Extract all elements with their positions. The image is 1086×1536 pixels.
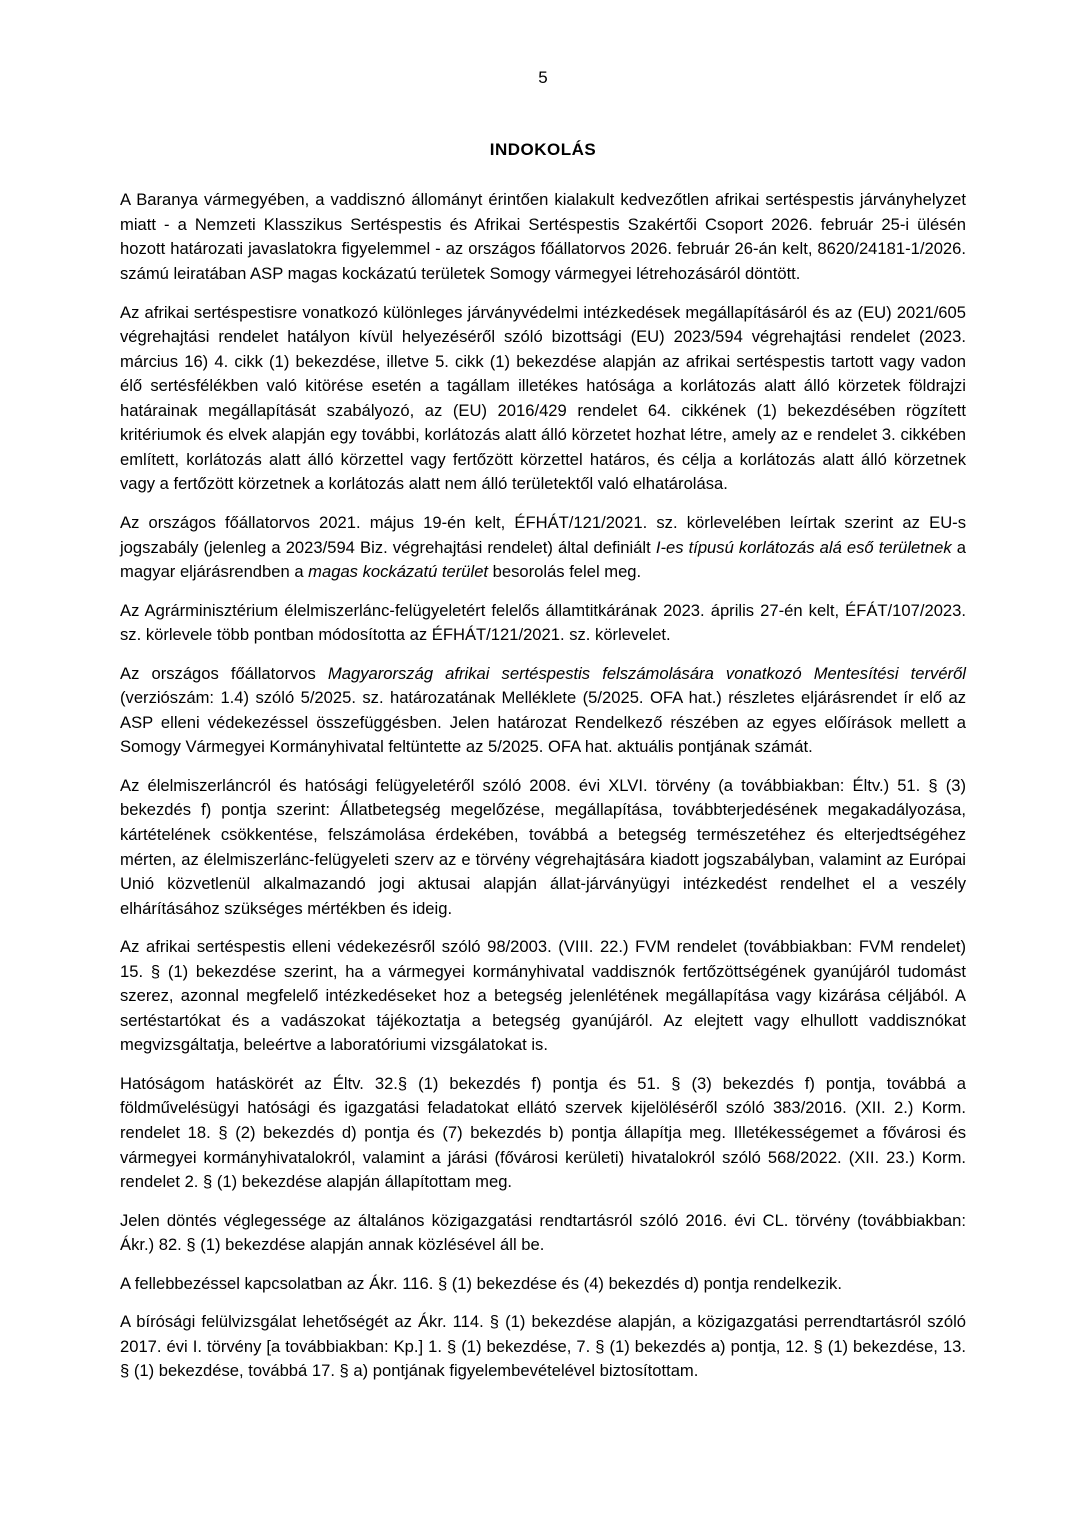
- text-run: a magyar eljárásrendben a: [120, 537, 966, 582]
- text-run: Az afrikai sertéspestis elleni védekezésről szóló 98/2003. (VIII. 22.) FVM rendelet (továbbiakban: FVM rendelet) 15. § (1) bekezdése szerint, ha a vármegyei kormányhivatal vaddisznók fertőzöttségének gyanújáról tudomást szerez, azonnal megfelelő intézkedéseket hoz a betegség jelenlétének megállapítása vagy kizárása céljából. A sertéstartókat és a vadászokat tájékoztatja a betegség gyanújáról. Az elejtett vagy elhullott vaddisznókat megvizsgáltatja, beleértve a laboratóriumi vizsgálatokat is.: [120, 937, 966, 1055]
- document-body: [120, 188, 966, 1384]
- paragraph: [120, 935, 966, 1058]
- text-run: besorolás felel meg.: [488, 562, 642, 582]
- text-run: Az afrikai sertéspestisre vonatkozó különleges járványvédelmi intézkedések megállapításáról és az (EU) 2021/605 végrehajtási rendelet hatályon kívül helyezéséről szóló bizottsági (EU) 2023/594 végrehajtási rendelet (2023. március 16) 4. cikk (1) bekezdése, illetve 5. cikk (1) bekezdése alapján az afrikai sertéspestis tartott vagy vadon élő sertésfélékben való kitörése esetén a tagállam illetékes hatósága a korlátozás alatt álló körzetek földrajzi határainak megállapítását szabályozó, az (EU) 2016/429 rendelet 64. cikkének (1) bekezdésében rögzített kritériumok és elvek alapján egy további, korlátozás alatt álló körzetet hozhat létre, amely az e rendelet 3. cikkében említett, korlátozás alatt álló körzettel vagy fertőzött körzettel határos, és célja a korlátozás alatt álló körzetnek vagy a fertőzött körzetnek a korlátozás alatt nem álló területektől való elhatárolása.: [120, 302, 966, 494]
- paragraph: [120, 188, 966, 286]
- text-run: Hatóságom hatáskörét az Éltv. 32.§ (1) bekezdés f) pontja és 51. § (3) bekezdés f) pontja, továbbá a földművelésügyi hatósági és igazgatási feladatokat ellátó szervek kijelöléséről szóló 383/2016. (XII. 2.) Korm. rendelet 18. § (2) bekezdés d) pontja és (7) bekezdés b) pontja állapítja meg. Illetékességemet a fővárosi és vármegyei kormányhivatalokról, valamint a járási (fővárosi kerületi) hivatalokról szóló 568/2022. (XII. 23.) Korm. rendelet 2. § (1) bekezdése alapján állapítottam meg.: [120, 1073, 966, 1192]
- text-run: Az Agrárminisztérium élelmiszerlánc-felügyeletért felelős államtitkárának 2023. április 27-én kelt, ÉFÁT/107/2023. sz. körlevele több pontban módosította az ÉFHÁT/121/2021. sz. körlevelet.: [120, 600, 966, 645]
- emphasis-text: Magyarország afrikai sertéspestis felszámolására vonatkozó Mentesítési tervéről: [327, 663, 966, 683]
- paragraph: [120, 1209, 966, 1258]
- paragraph: [120, 599, 966, 648]
- text-run: Jelen döntés véglegessége az általános közigazgatási rendtartásról szóló 2016. évi CL. törvény (továbbiakban: Ákr.) 82. § (1) bekezdése alapján annak közlésével áll be.: [120, 1210, 966, 1255]
- paragraph: [120, 511, 966, 585]
- page-number: 5: [538, 68, 548, 87]
- paragraph: [120, 301, 966, 497]
- emphasis-text: I-es típusú korlátozás alá eső területnek: [655, 537, 952, 557]
- text-run: (verziószám: 1.4) szóló 5/2025. sz. határozatának Melléklete (5/2025. OFA hat.) részletes eljárásrendet ír elő az ASP elleni védekezéssel összefüggésben. Jelen határozat Rendelkező részében az egyes előírások mellett a Somogy Vármegyei Kormányhivatal feltüntette az 5/2025. OFA hat. aktuális pontjának számát.: [120, 688, 966, 757]
- text-run: A Baranya vármegyében, a vaddisznó állományt érintően kialakult kedvezőtlen afrikai sertéspestis járványhelyzet miatt - a Nemzeti Klasszikus Sertéspestis és Afrikai Sertéspestis Szakértői Csoport 2026. február 25-i ülésén hozott határozati javaslatokra figyelemmel - az országos főállatorvos 2026. február 26-án kelt, 8620/24181-1/2026. számú leiratában ASP magas kockázatú területek Somogy vármegyei létrehozásáról döntött.: [120, 190, 966, 284]
- text-run: A fellebbezéssel kapcsolatban az Ákr. 116. § (1) bekezdése és (4) bekezdés d) pontja rendelkezik.: [120, 1273, 842, 1293]
- emphasis-text: magas kockázatú terület: [308, 562, 489, 582]
- paragraph: [120, 774, 966, 921]
- text-run: Az országos főállatorvos: [120, 663, 328, 683]
- text-run: A bírósági felülvizsgálat lehetőségét az Ákr. 114. § (1) bekezdése alapján, a közigazgatási perrendtartásról szóló 2017. évi I. törvény [a továbbiakban: Kp.] 1. § (1) bekezdése, 7. § (1) bekezdés a) pontja, 12. § (1) bekezdése, 13. § (1) bekezdése, továbbá 17. § a) pontjának figyelembevételével biztosítottam.: [120, 1312, 966, 1381]
- page-title: INDOKOLÁS: [489, 140, 597, 160]
- paragraph: [120, 662, 966, 760]
- paragraph: [120, 1272, 966, 1297]
- text-run: Az országos főállatorvos 2021. május 19-én kelt, ÉFHÁT/121/2021. sz. körlevelében leírtak szerint az EU-s jogszabály (jelenleg a 2023/594 Biz. végrehajtási rendelet) által definiált: [120, 512, 966, 557]
- paragraph: [120, 1072, 966, 1195]
- text-run: Az élelmiszerláncról és hatósági felügyeletéről szóló 2008. évi XLVI. törvény (a továbbiakban: Éltv.) 51. § (3) bekezdés f) pontja szerint: Állatbetegség megelőzése, megállapítása, továbbterjedésének megakadályozása, kártételének csökkentése, felszámolása érdekében, továbbá a betegség természetéhez és elterjedtségéhez mérten, az élelmiszerlánc-felügyeleti szerv az e törvény végrehajtására kiadott jogszabályban, valamint az Európai Unió közvetlenül alkalmazandó jogi aktusai alapján állat-járványügyi intézkedést rendelhet el a veszély elhárításához szükséges mértékben és ideig.: [120, 775, 966, 918]
- paragraph: [120, 1310, 966, 1384]
